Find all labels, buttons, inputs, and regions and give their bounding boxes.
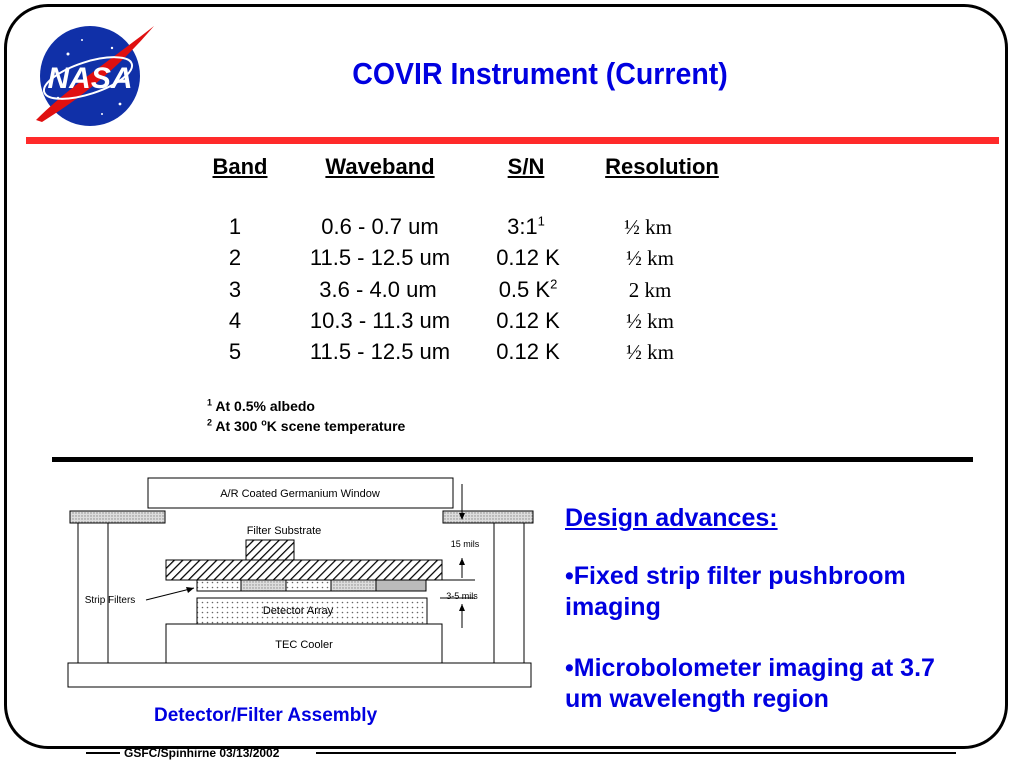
waveband-cell: 11.5 - 12.5 um [309, 245, 451, 270]
design-heading: Design advances: [565, 504, 778, 532]
footer-rule-right [316, 752, 956, 754]
nasa-logo-text: NASA [47, 62, 133, 95]
title-divider [26, 137, 999, 144]
diagram-caption: Detector/Filter Assembly [154, 705, 378, 726]
band-cell: 4 [228, 308, 242, 333]
band-cell: 1 [228, 214, 242, 239]
col-header-band: Band [212, 154, 268, 179]
sn-footnote-mark: 2 [550, 276, 558, 292]
sn-value: 0.12 K [496, 245, 560, 270]
resolution-cell: ½ km [624, 215, 672, 239]
design-bullet: •Fixed strip filter pushbroom imaging [565, 562, 906, 621]
strip-filters-label: Strip Filters [84, 595, 136, 606]
sn-cell [496, 245, 560, 271]
resolution-cell: 2 km [628, 278, 672, 302]
col-header-sn: S/N [507, 154, 545, 179]
col-header-waveband: Waveband [325, 154, 435, 179]
sn-footnote-mark: 1 [537, 213, 545, 229]
resolution-cell: ½ km [626, 309, 674, 333]
footnote-1: $^1$ At 0.5% albedo [207, 397, 315, 414]
band-cell: 2 [228, 245, 242, 270]
resolution-cell: ½ km [626, 340, 674, 364]
footnote-2: $^2$ At 300 $^o$K scene temperature [207, 417, 406, 434]
waveband-cell: 11.5 - 12.5 um [309, 339, 451, 364]
band-cell: 5 [228, 339, 242, 364]
window-label: A/R Coated Germanium Window [220, 488, 380, 500]
gap1-label: 15 mils [450, 539, 480, 549]
col-header-resolution: Resolution [605, 154, 719, 179]
sn-cell [496, 339, 560, 365]
substrate-label: Filter Substrate [246, 525, 322, 537]
waveband-cell: 3.6 - 4.0 um [319, 277, 437, 302]
footer-text: GSFC/Spinhirne 03/13/2002 [124, 746, 280, 760]
sn-cell [499, 277, 558, 303]
cooler-label: TEC Cooler [275, 639, 333, 651]
gap2-label: 3-5 mils [446, 591, 478, 601]
page-title: COVIR Instrument (Current) [352, 56, 728, 91]
detector-filter-diagram [60, 470, 540, 700]
footer-rule-left [86, 752, 120, 754]
resolution-cell: ½ km [626, 246, 674, 270]
sn-cell [496, 308, 560, 334]
sn-value: 3:1 [507, 214, 538, 239]
band-cell: 3 [228, 277, 242, 302]
sn-cell [507, 214, 545, 240]
waveband-cell: 10.3 - 11.3 um [309, 308, 451, 333]
section-divider [52, 457, 973, 462]
design-bullet: •Microbolometer imaging at 3.7 um wavelength region [565, 654, 935, 713]
sn-value: 0.12 K [496, 339, 560, 364]
sn-value: 0.5 K [498, 277, 551, 302]
nasa-logo [28, 18, 160, 130]
waveband-cell: 0.6 - 0.7 um [321, 214, 439, 239]
sn-value: 0.12 K [496, 308, 560, 333]
detector-label: Detector Array [262, 605, 334, 617]
